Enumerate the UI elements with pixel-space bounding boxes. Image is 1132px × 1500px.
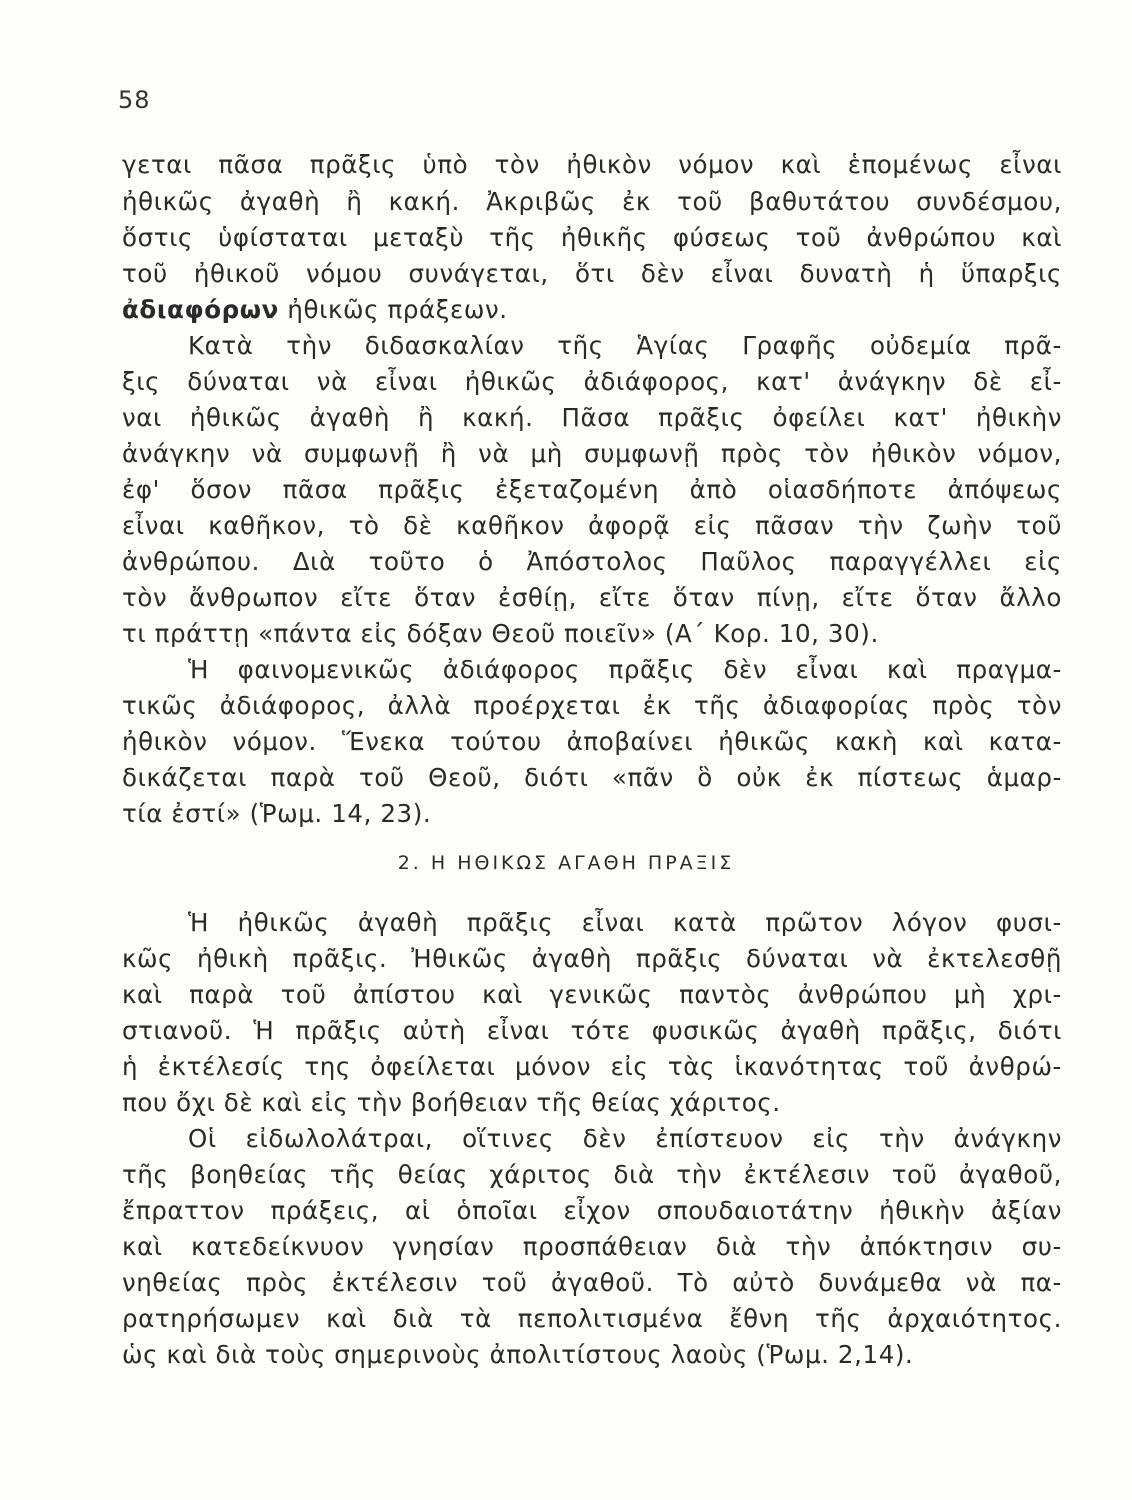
text-line: Κατὰ τὴν διδασκαλίαν τῆς Ἁγίας Γραφῆς οὐδεμία πρᾶ- <box>188 331 1062 360</box>
text-line: ἐφ' ὅσον πᾶσα πρᾶξις ἐξεταζομένη ἀπὸ οἱασδήποτε ἀπόψεως <box>122 475 1062 504</box>
text-line <box>122 295 1062 324</box>
text-line: ἠθικῶς ἀγαθὴ ἢ κακή. Ἀκριβῶς ἐκ τοῦ βαθυτάτου συνδέσμου, <box>122 187 1062 216</box>
text-line: Οἱ εἰδωλολάτραι, οἵτινες δὲν ἐπίστευον εἰς τὴν ἀνάγκην <box>188 1124 1062 1153</box>
text-line: τι πράττῃ «πάντα εἰς δόξαν Θεοῦ ποιεῖν» (Α΄ Κορ. 10, 30). <box>122 619 879 648</box>
text-line: που ὄχι δὲ καὶ εἰς τὴν βοήθειαν τῆς θείας χάριτος. <box>122 1088 781 1117</box>
text-line: καὶ παρὰ τοῦ ἀπίστου καὶ γενικῶς παντὸς ἀνθρώπου μὴ χρι- <box>122 980 1062 1009</box>
text-line: ξις δύναται νὰ εἶναι ἠθικῶς ἀδιάφορος, κατ' ἀνάγκην δὲ εἶ- <box>122 367 1062 396</box>
text-line: ὅστις ὑφίσταται μεταξὺ τῆς ἠθικῆς φύσεως τοῦ ἀνθρώπου καὶ <box>122 223 1062 252</box>
text-line: τὸν ἄνθρωπον εἴτε ὅταν ἐσθίῃ, εἴτε ὅταν πίνῃ, εἴτε ὅταν ἄλλο <box>122 583 1062 612</box>
emphasized-term: ἀδιαφόρων <box>122 295 279 324</box>
text-line: καὶ κατεδείκνυον γνησίαν προσπάθειαν διὰ τὴν ἀπόκτησιν συ- <box>122 1232 1062 1261</box>
text-line: Ἡ ἠθικῶς ἀγαθὴ πρᾶξις εἶναι κατὰ πρῶτον λόγον φυσι- <box>188 908 1062 937</box>
text-line: τῆς βοηθείας τῆς θείας χάριτος διὰ τὴν ἐκτέλεσιν τοῦ ἀγαθοῦ, <box>122 1160 1062 1189</box>
text-line: ἡ ἐκτέλεσίς της ὀφείλεται μόνον εἰς τὰς ἱκανότητας τοῦ ἀνθρώ- <box>122 1052 1062 1081</box>
text-line: γεται πᾶσα πρᾶξις ὑπὸ τὸν ἠθικὸν νόμον καὶ ἑπομένως εἶναι <box>122 150 1062 179</box>
text-line: ἀνθρώπου. Διὰ τοῦτο ὁ Ἀπόστολος Παῦλος παραγγέλλει εἰς <box>122 547 1062 576</box>
text-line: τία ἐστί» (Ῥωμ. 14, 23). <box>122 799 432 828</box>
text-line: ὡς καὶ διὰ τοὺς σημερινοὺς ἀπολιτίστους λαοὺς (Ῥωμ. 2,14). <box>122 1340 914 1369</box>
text-fragment: ἠθικῶς πράξεων. <box>278 295 508 324</box>
text-line: ναι ἠθικῶς ἀγαθὴ ἢ κακή. Πᾶσα πρᾶξις ὀφείλει κατ' ἠθικὴν <box>122 403 1062 432</box>
text-line: κῶς ἠθικὴ πρᾶξις. Ἠθικῶς ἀγαθὴ πρᾶξις δύναται νὰ ἐκτελεσθῇ <box>122 944 1062 973</box>
text-line: Ἡ φαινομενικῶς ἀδιάφορος πρᾶξις δὲν εἶναι καὶ πραγμα- <box>188 655 1062 684</box>
text-line: νηθείας πρὸς ἐκτέλεσιν τοῦ ἀγαθοῦ. Τὸ αὐτὸ δυνάμεθα νὰ πα- <box>122 1268 1062 1297</box>
text-line: ἔπραττον πράξεις, αἱ ὁποῖαι εἶχον σπουδαιοτάτην ἠθικὴν ἀξίαν <box>122 1196 1062 1225</box>
section-heading: 2. Η ΗΘΙΚΩΣ ΑΓΑΘΗ ΠΡΑΞΙΣ <box>397 852 735 874</box>
page-number: 58 <box>118 86 151 114</box>
text-line: ρατηρήσωμεν καὶ διὰ τὰ πεπολιτισμένα ἔθνη τῆς ἀρχαιότητος. <box>122 1304 1062 1333</box>
text-line: δικάζεται παρὰ τοῦ Θεοῦ, διότι «πᾶν ὃ οὐκ ἐκ πίστεως ἁμαρ- <box>122 763 1062 792</box>
text-line: τοῦ ἠθικοῦ νόμου συνάγεται, ὅτι δὲν εἶναι δυνατὴ ἡ ὕπαρξις <box>122 259 1062 288</box>
text-line: εἶναι καθῆκον, τὸ δὲ καθῆκον ἀφορᾷ εἰς πᾶσαν τὴν ζωὴν τοῦ <box>122 511 1062 540</box>
text-line: ἀνάγκην νὰ συμφωνῇ ἢ νὰ μὴ συμφωνῇ πρὸς τὸν ἠθικὸν νόμον, <box>122 439 1062 468</box>
text-line: ἠθικὸν νόμον. Ἕνεκα τούτου ἀποβαίνει ἠθικῶς κακὴ καὶ κατα- <box>122 727 1062 756</box>
text-line: στιανοῦ. Ἡ πρᾶξις αὐτὴ εἶναι τότε φυσικῶς ἀγαθὴ πρᾶξις, διότι <box>122 1016 1062 1045</box>
text-line: τικῶς ἀδιάφορος, ἀλλὰ προέρχεται ἐκ τῆς ἀδιαφορίας πρὸς τὸν <box>122 691 1062 720</box>
